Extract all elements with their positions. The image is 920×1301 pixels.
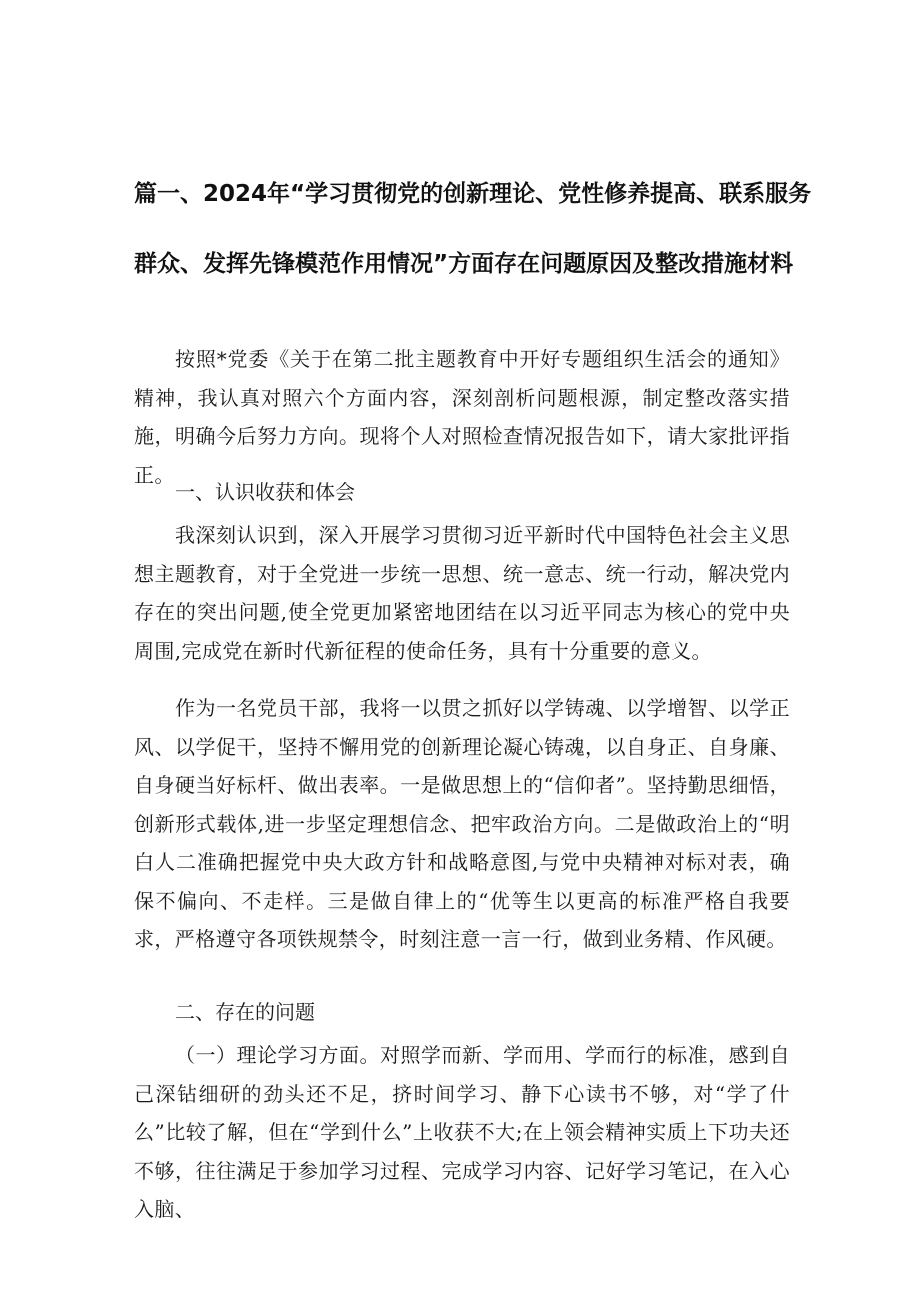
intro-paragraph: 按照*党委《关于在第二批主题教育中开好专题组织生活会的通知》精神，我认真对照六个方面内容，深刻剖析问题根源，制定整改落实措施，明确今后努力方向。现将个人对照检查情况报告如下，请大家批评指正。: [134, 347, 790, 487]
section-2-paragraph-1: （一）理论学习方面。对照学而新、学而用、学而行的标准，感到自己深钻细研的劲头还不足，挤时间学习、静下心读书不够，对“学了什么”比较了解，但在“学到什么”上收获不大;在上领会精神实质上下功夫还不够，往往满足于参加学习过程、完成学习内容、记好学习笔记，在入心入脑、: [134, 1043, 790, 1221]
document-title-line-1: 篇一、2024年“学习贯彻党的创新理论、党性修养提高、联系服务: [134, 181, 812, 207]
section-heading-1: 一、认识收获和体会: [175, 480, 355, 504]
section-1-paragraph-2: 作为一名党员干部，我将一以贯之抓好以学铸魂、以学增智、以学正风、以学促干，坚持不懈用党的创新理论凝心铸魂，以自身正、自身廉、自身硬当好标杆、做出表率。一是做思想上的“信仰者”。坚持勤思细悟，创新形式载体,进一步坚定理想信念、把牢政治方向。二是做政治上的“明白人二准确把握党中央大政方针和战略意图,与党中央精神对标对表，确保不偏向、不走样。三是做自律上的“优等生以更高的标准严格自我要求，严格遵守各项铁规禁令，时刻注意一言一行，做到业务精、作风硬。: [134, 696, 790, 951]
section-1-paragraph-1: 我深刻认识到，深入开展学习贯彻习近平新时代中国特色社会主义思想主题教育，对于全党进一步统一思想、统一意志、统一行动，解决党内存在的突出问题,使全党更加紧密地团结在以习近平同志为核心的党中央周围,完成党在新时代新征程的使命任务，具有十分重要的意义。: [134, 523, 790, 663]
section-heading-2: 二、存在的问题: [175, 1000, 315, 1024]
document-title-line-2: 群众、发挥先锋模范作用情况”方面存在问题原因及整改措施材料: [134, 251, 794, 277]
